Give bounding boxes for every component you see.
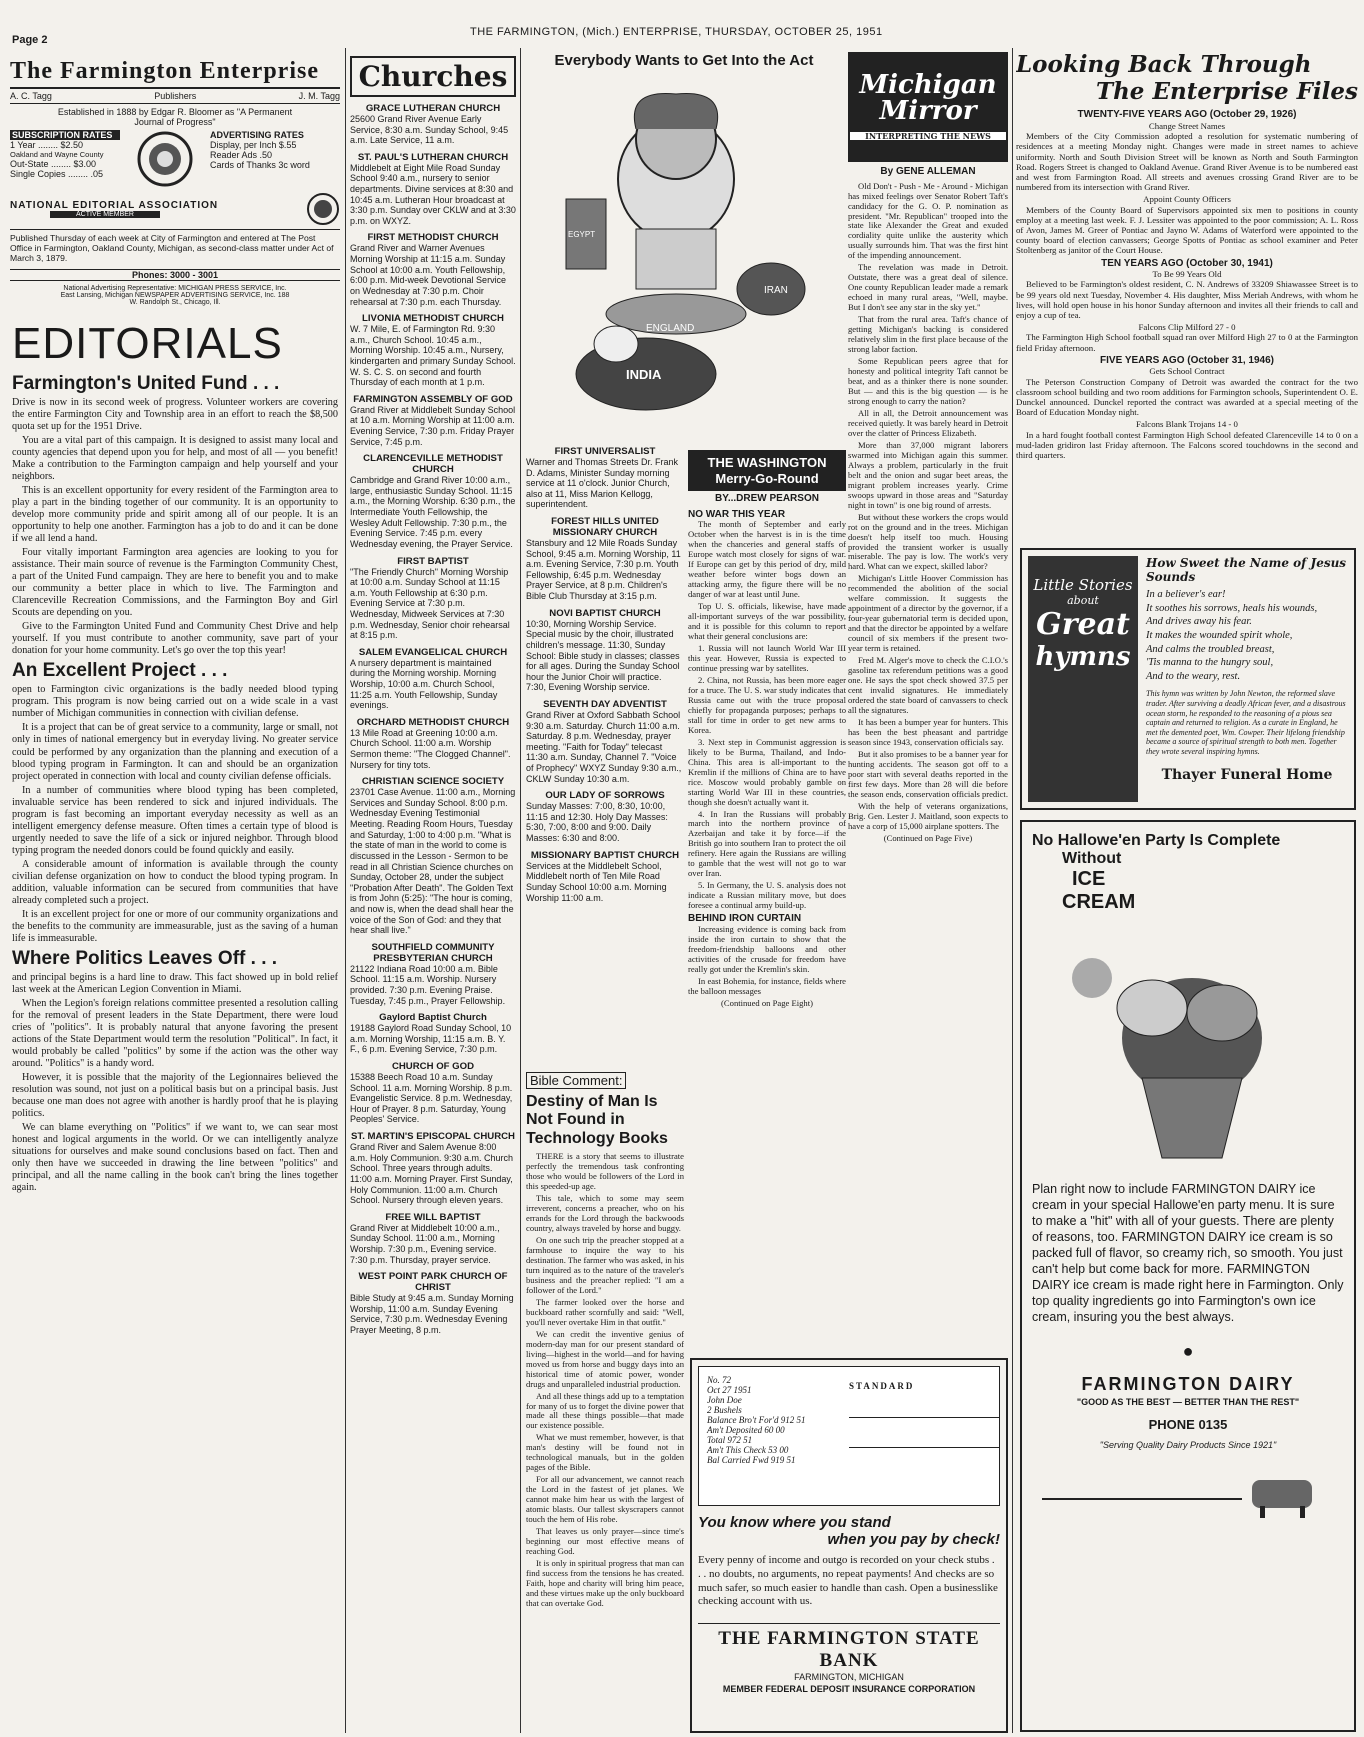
- merry-paragraph: Increasing evidence is coming back from inside the iron curtain to show that the freedom-friendship balloons and other activities of the crusade for freedom have really got under the Kremlin's skin.: [688, 923, 846, 974]
- merry-paragraph: In east Bohemia, for instance, fields where the balloon messages: [688, 975, 846, 996]
- mirror-paragraph: More than 37,000 migrant laborers swarmed into Michigan again this summer. Always a problem, particularly in the fruit belt and the onion and sugar beet areas, the migrant problem increases yearly. Crime swoops upward in those areas and "Saturday night in town" is one big round of arrests.: [848, 439, 1008, 510]
- dairy-head-4: CREAM: [1062, 891, 1136, 913]
- check-stub-row: Total 972 51: [707, 1435, 753, 1445]
- label-egypt: EGYPT: [568, 230, 596, 239]
- mirror-paragraph: All in all, the Detroit announcement was received quietly. It was barely heard in Detroit over the clatter of Princess Elizabeth.: [848, 407, 1008, 438]
- editorial-paragraph: Drive is now in its second week of progress. Volunteer workers are covering the entire Farmington City and Township area in an effort to reach the $8,500 quota set up for the 1951 Drive.: [12, 396, 338, 432]
- label-india: INDIA: [626, 367, 662, 382]
- check-for: 2 Bushels: [707, 1405, 742, 1415]
- era-heading: FIVE YEARS AGO (October 31, 1946): [1100, 354, 1274, 366]
- mirror-paragraph: That from the rural area. Taft's chance of getting Michigan's backing is considered relatively slim in the first place because of the strong labor faction.: [848, 314, 1008, 355]
- bullet-icon: ●: [1182, 1341, 1194, 1361]
- church-list: [350, 103, 516, 1336]
- bible-headline: Destiny of Man Is Not Found in Technology Books: [526, 1093, 668, 1147]
- nea-name: NATIONAL EDITORIAL ASSOCIATION: [10, 200, 219, 211]
- press-seal-icon: [120, 130, 210, 188]
- bank-city: FARMINGTON, MICHIGAN: [794, 1672, 904, 1682]
- dateline: THE FARMINGTON, (Mich.) ENTERPRISE, THURSDAY, OCTOBER 25, 1951: [470, 26, 883, 38]
- church-details: 15388 Beech Road 10 a.m. Sunday School. 11 a.m. Morning Worship. 8 p.m. Evangelistic Service. 8 p.m. Wednesday, Hour of Prayer. 8 p.m. Saturday, Young Peoples' Service.: [350, 1072, 513, 1125]
- abc-seal-icon: [306, 192, 340, 226]
- check-number: No. 72: [707, 1375, 732, 1385]
- mirror-paragraph: Fred M. Alger's move to check the C.I.O.'s gasoline tax referendum petitions was a good one. He says the spot check showed 37.5 per cent invalid signatures. He immediately ordered the state board of canvassers to check all the signatures.: [848, 655, 1008, 715]
- mirror-paragraph: Old Don't - Push - Me - Around - Michigan has mixed feelings over Senator Robert Taft's candidacy for the G. O. P. nomination as president. "Mr. Republican" trooped into the state like Alexander the Great and exuded cordiality quite unlike the austerity which usually surrounds him. That was the first hint of the impending announcement.: [848, 180, 1008, 261]
- mirror-paragraph: With the help of veterans organizations, Brig. Gen. Lester J. Maitland, soon expects to have a corp of 15,000 airplane spotters. The: [848, 800, 1008, 831]
- church-details: 10:30, Morning Worship Service. Special music by the choir, illustrated children's message. 11:30, Sunday School: Bible study in classes; classes for all ages. During the Sunday School hour the Junior Choir will practice. 7:30, Evening Worship service.: [526, 618, 680, 693]
- looking-back-title-2: The Enterprise Files: [1095, 77, 1358, 105]
- editorial-paragraph: When the Legion's foreign relations committee presented a resolution calling for the removal of present leaders in the State Department, there were loud cries of "politics". It is probably natural that anyone favoring the present actions of the State Department would term the resolution "Political". In fact, it would probably be called "politics" by some if the action was the other way around. "Politics" is a handy word.: [12, 997, 338, 1070]
- rate-row: Display, per Inch $.55: [210, 140, 297, 150]
- bible-paragraph: What we must remember, however, is that man's destiny will be found not in technological manuals, but in the golden pages of the Bible.: [526, 1432, 684, 1473]
- bible-paragraph: We can credit the inventive genius of modern-day man for our present standard of living—highest in the world—and for having moved us from horse and buggy days into an historical time of atomic power, wonder drugs and unparalleled industrial production.: [526, 1328, 684, 1389]
- ad-representative: National Advertising Representative: MICHIGAN PRESS SERVICE, Inc. East Lansing, Michigan NEWSPAPER ADVERTISING SERVICE, Inc. 188 W. Randolph St., Chicago, Ill.: [60, 285, 290, 306]
- church-details: Middlebelt at Eight Mile Road Sunday School 9:40 a.m., nursery to senior departments. Divine services at 8:30 and 10:45 a.m. Lutheran Hour broadcast at 3:30 p.m. Sunday over CKLW and at 3:30 p.m. on WXYZ.: [350, 162, 516, 226]
- church-details: 21122 Indiana Road 10:00 a.m. Bible School. 11:15 a.m. Worship. Nursery provided. 7:30 p.m. Evening Praise. Tuesday, 7:45 p.m., Prayer Fellowship.: [350, 963, 506, 1006]
- dairy-since: "Serving Quality Dairy Products Since 1921": [1099, 1440, 1277, 1450]
- hymn-line: And calms the troubled breast,: [1146, 643, 1275, 655]
- church-details: Grand River and Warner Avenues Morning Worship at 11:15 a.m. Sunday School at 10:00 a.m. Youth Fellowship, 6:00 p.m. Mid-week Devotional Service on Wednesday at 7:30 p.m. Choir rehearsal at 7:30 p.m. each Thursday.: [350, 243, 507, 307]
- era-heading: TEN YEARS AGO (October 30, 1941): [1101, 257, 1273, 269]
- mirror-paragraph: Michigan's Little Hoover Commission has recommended the abolition of the social welfare commission. It suggests the appointment of a director by the governor, if a four-year gubernatorial term is decided upon, and that the director be appointed by a welfare council of six members if the present two-year term is retained.: [848, 573, 1008, 654]
- editorial-paragraph: You are a vital part of this campaign. It is designed to assist many local and county agencies that depend upon you for help, and most of all — you benefit! Make a contribution to the Farmington campaign and help yourself and your neighbors.: [12, 434, 338, 482]
- hymns-label-line: hymns: [1035, 642, 1131, 672]
- editorial-paragraph: open to Farmington civic organizations is the badly needed blood typing program. This program is now being carried out on a wide scale in a vast number of Michigan communities in connection with civilian defense.: [12, 684, 338, 720]
- church-details: Grand River and Salem Avenue 8:00 a.m. Holy Communion. 9:30 a.m. Church School. Three years through adults. 11:00 a.m. Morning Prayer. First Sunday, Holy Communion. 11:00 a.m. Church School. Nursery through eleven years.: [350, 1142, 514, 1206]
- merry-continued: (Continued on Page Eight): [721, 997, 813, 1008]
- church-details: Services at the Middlebelt School, Middlebelt north of Ten Mile Road Sunday School 10:00 a.m. Morning Worship 11:00 a.m.: [526, 860, 667, 903]
- church-name: NOVI BAPTIST CHURCH: [549, 607, 661, 619]
- column-rule: [520, 48, 521, 1733]
- mirror-byline: By GENE ALLEMAN: [880, 166, 976, 177]
- church-details: Sunday Masses: 7:00, 8:30, 10:00, 11:15 and 12:30. Holy Day Masses: 5:30, 7:00, 8:00 and 9:00. Daily Masses: 6:30 and 8:00.: [526, 801, 668, 844]
- hymns-label: [1028, 556, 1138, 802]
- churches-title-text: Churches: [358, 60, 508, 93]
- looking-back-title-1: Looking Back Through: [1016, 52, 1312, 78]
- rate-row: Oakland and Wayne County: [10, 150, 104, 159]
- editorial-paragraph: and principal begins is a hard line to draw. This fact showed up in bold relief last week at the American Legion Convention in Miami.: [12, 971, 338, 995]
- merry-go-round-column: [688, 450, 846, 1350]
- advertising-rates: [210, 130, 340, 188]
- dairy-head-3: ICE: [1072, 868, 1106, 890]
- hymn-line: And to the weary, rest.: [1146, 670, 1241, 682]
- merry-paragraph: 3. Next step in Communist aggression is likely to be Burma, Thailand, and Indo-China. This area is all-important to the Kremlin if the millions of China are to have rice. Moscow would probably gamble on starting World War III in these countries, though she doesn't actually want it.: [688, 736, 846, 807]
- church-name: LIVONIA METHODIST CHURCH: [362, 313, 504, 325]
- church-name: GRACE LUTHERAN CHURCH: [365, 103, 501, 114]
- item-heading: Falcons Clip Milford 27 - 0: [1138, 322, 1236, 333]
- church-name: SALEM EVANGELICAL CHURCH: [358, 646, 508, 658]
- merry-subhead: BEHIND IRON CURTAIN: [688, 913, 802, 925]
- church-details: Bible Study at 9:45 a.m. Sunday Morning Worship, 11:00 a.m. Sunday Evening Service, 7:30 p.m. Wednesday Evening Prayer Meeting, 8 p.m.: [350, 1293, 514, 1336]
- editorial-paragraph: It is a project that can be of great service to a community, large or small, not only in times of national emergency but in everyday living. No greater service could be performed by any organization than the planning and execution of a blood typing program in Farmington. It can and should be an organization project operated in connection with local and county civilian defense officials.: [12, 722, 338, 782]
- hymn-line: And drives away his fear.: [1146, 616, 1252, 628]
- dairy-body: Plan right now to include FARMINGTON DAIRY ice cream in your special Hallowe'en party menu. It is sure to make a "hit" with all of your guests. There are plenty of reasons, too. FARMINGTON DAIRY ice cream is so packed full of flavor, so creamy rich, so smooth. You just can't help but come back for more. FARMINGTON DAIRY ice cream is made right here in Farmington. Only top quality ingredients go into Farmington's own ice cream, insuring you the best always.: [1032, 1182, 1344, 1324]
- publication-notice: Published Thursday of each week at City of Farmington and entered at The Post Office in Farmington, Oakland County, Michigan, as second-class matter under Act of March 3, 1879.: [10, 233, 334, 263]
- hymns-label-line: Little Stories: [1033, 576, 1133, 594]
- hymn-text: [1138, 556, 1348, 802]
- merry-paragraph: Top U. S. officials, likewise, have made all-important surveys of the war possibility, and it is possible for this column to report what their general conclusions are:: [688, 601, 846, 642]
- church-details: Grand River at Oxford Sabbath School 9:30 a.m. Saturday. Church 11:00 a.m. Saturday. 8 p.m. Wednesday, prayer meeting. "Faith for Today" telecast 11:30 a.m. Sunday, Channel 7. "Voice of Prophecy" WXYZ Sunday 9:30 a.m., CKLW Sunday 10:30 a.m.: [526, 709, 682, 784]
- established-note: Established in 1888 by Edgar R. Bloomer as "A Permanent Journal of Progress": [57, 107, 293, 127]
- mirror-paragraph: It has been a bumper year for hunters. This has been the best pheasant and partridge season since 1943, conservation officials say.: [848, 716, 1008, 747]
- check-payee: John Doe: [707, 1395, 742, 1405]
- rate-row: 1 Year ........ $2.50: [10, 140, 84, 150]
- rate-row: Single Copies ........ .05: [10, 169, 104, 179]
- editorials-title: EDITORIALS: [12, 319, 283, 368]
- bible-paragraph: And all these things add up to a temptation for many of us to forget the divine power that made all these things possible—that made our existence possible.: [526, 1390, 684, 1431]
- nea-member: ACTIVE MEMBER: [50, 211, 160, 218]
- mirror-paragraph: The revelation was made in Detroit. Outstate, there was a great deal of silence. One county Republican leader made a remark echoed in many rural areas, "Well, maybe. But I don't see any star in the sky yet.": [848, 262, 1008, 313]
- hymn-line: 'Tis manna to the hungry soul,: [1146, 657, 1274, 669]
- bank-ad: [690, 1358, 1008, 1733]
- church-name: CLARENCEVILLE METHODIST CHURCH: [363, 453, 503, 476]
- check-stamp: STANDARD: [849, 1381, 915, 1391]
- bible-paragraph: It is only in spiritual progress that man can find success from the tensions he has created. Faith, hope and charity will bring him peace, and these virtues make up the only buckboard that can overtake God.: [526, 1558, 684, 1608]
- check-date: Oct 27 1951: [707, 1385, 752, 1395]
- church-name: FIRST METHODIST CHURCH: [367, 232, 499, 244]
- church-details: 13 Mile Road at Greening 10:00 a.m. Church School. 11:00 a.m. Worship Sermon theme: "The Clogged Channel". Nursery for tiny tots.: [350, 727, 511, 770]
- editorial-paragraph: In a number of communities where blood typing has been completed, invaluable service has been rendered to sick and injured individuals. The program is fast becoming an important everyday necessity as well as an intelligent emergency defense measure. Often times a certain type of blood is urgently needed to save the life of a sick or injured neighbor. Through blood typing program the needed donors could be found quickly and easily.: [12, 784, 338, 856]
- cow-illustration: [1032, 1460, 1348, 1520]
- church-details: Grand River at Middlebelt 10:00 a.m., Sunday School. 11:00 a.m., Morning Worship. 7:30 p.m., Evening service. 7:30 p.m. Thursday, prayer service.: [350, 1222, 500, 1265]
- item-heading: Appoint County Officers: [1143, 194, 1231, 205]
- publishers-line: [10, 91, 340, 104]
- cartoon-drawing: [526, 69, 842, 425]
- bank-headline-1: You know where you stand: [698, 1514, 891, 1531]
- subscription-title: SUBSCRIPTION RATES: [10, 130, 120, 140]
- column-rule: [1012, 48, 1013, 1733]
- hymn-sponsor: Thayer Funeral Home: [1161, 766, 1333, 783]
- church-details: 23701 Case Avenue. 11:00 a.m., Morning Services and Sunday School. 8:00 p.m. Wednesday Evening Testimonial Meeting. Reading Room Hours, Tuesday and Saturday, 1:00 to 4:00 p.m. "What is the state of man in the world to come is discussed in the Lesson - Sermon to be read in all Christian Science churches on Sunday, October 28, under the subject "Probation After Death". The Golden Text is from John (5:25): "The hour is coming, and now is, when the dead shall hear the voice of the Son of God: and they that hear shall live.": [350, 787, 516, 936]
- mirror-logo: [848, 52, 1008, 162]
- bible-comment: [526, 1072, 684, 1732]
- editorial-paragraph: It is an excellent project for one or more of our community organizations and the benefits to the community are immeasurable, just as the saving of a human life is immeasurable.: [12, 908, 338, 944]
- dairy-slogan: "GOOD AS THE BEST — BETTER THAN THE REST": [1076, 1397, 1300, 1407]
- church-name: FIRST BAPTIST: [397, 555, 469, 567]
- editorial-paragraph: This is an excellent opportunity for every resident of the Farmington area to play a part in the binding together of our community. It is an opportunity to develop more community pride and spirit among all of our people. It is an opportunity to help one another. Farmington has a job to do and it can be done if we all lend a hand.: [12, 485, 338, 545]
- editorial-paragraph: However, it is possible that the majority of the Legionnaires believed the resolution was sound, not just on a political basis but on a principal basis. Just because one man does not agree with another is hardly proof that he is playing politics.: [12, 1072, 338, 1120]
- merry-byline: BY...DREW PEARSON: [715, 493, 819, 505]
- label-iran: IRAN: [764, 285, 788, 296]
- subscription-rates: [10, 130, 120, 188]
- church-name: SEVENTH DAY ADVENTIST: [543, 698, 667, 710]
- church-name: ST. PAUL'S LUTHERAN CHURCH: [357, 151, 509, 163]
- merry-paragraph: The month of September and early October when the harvest is in is the time when the chanceries and general staffs of Europe watch most closely for signs of war. If Europe can get by this period of dry, mild weather before winter bogs down an attacking army, the figure there will be no danger of war at least until June.: [688, 519, 846, 600]
- editorial-paragraph: We can blame everything on "Politics" if we want to, we can sear most honest and logical arguments in the world. Or we can intelligently analyze situations for ourselves and make sound conclusions based on fact. Then and only then have we succeeded in drawing the line between "politics" and principal, and all the name calling in the book can't bring the lines together again.: [12, 1122, 338, 1194]
- editorial-paragraph: A considerable amount of information is available through the county civilian defense organization on how to conduct the blood typing program. In addition, valuable information can be secured from communities that have already completed such a project.: [12, 858, 338, 906]
- rate-row: Out-State ........ $3.00: [10, 159, 97, 169]
- church-details: Stansbury and 12 Mile Roads Sunday School, 9:45 a.m. Morning Worship, 11 a.m. Evening Service, 7:30 p.m. Youth Fellowship, 6:45 p.m. Wednesday Prayer Service, at 8 p.m. Children's Bible Club Thursday at 3:15 p.m.: [526, 538, 681, 602]
- item-text: In a hard fought football contest Farmington High School defeated Clarenceville 14 to 0 on a mud-laden gridiron last Friday afternoon. The Falcons scored touchdowns in the second and third quarters.: [1016, 429, 1358, 461]
- mirror-paragraph: But it also promises to be a banner year for hunting accidents. The season got off to a poor start with several deaths reported in the first few days. More than 28 will die before the season ends, conservation officials predict.: [848, 748, 1008, 799]
- merry-title: THE WASHINGTON Merry-Go-Round: [707, 455, 827, 486]
- church-name: OUR LADY OF SORROWS: [545, 790, 665, 802]
- check-stub-row: Balance Bro't For'd 912 51: [707, 1415, 806, 1425]
- hymn-line: In a believer's ear!: [1146, 589, 1226, 600]
- bible-paragraph: For all our advancement, we cannot reach the Lord in the fastest of jet planes. We cannot make him hear us with the largest of atomic blasts. Our tallest skyscrapers cannot touch the hem of His robe.: [526, 1474, 684, 1525]
- editorial-headline: An Excellent Project . . .: [12, 660, 228, 682]
- church-name: FIRST UNIVERSALIST: [554, 446, 656, 457]
- page-number: Page 2: [12, 34, 48, 46]
- item-text: Members of the County Board of Supervisors appointed six men to positions in county employ at a meeting last week. F. J. Lessiter was appointed to the poor commission; A. L. Ross of Avon, James M. Greer of Pontiac and Jayno W. Adams of Waterford were appointed to the county board of election canvassers; George Spotts of Pontiac as school examiner and Peter Stoltenberg as janitor of the Court House.: [1016, 204, 1358, 256]
- editorial-cartoon: [526, 52, 842, 432]
- bank-name: THE FARMINGTON STATE BANK: [698, 1623, 1000, 1672]
- ice-cream-illustration: [1032, 918, 1348, 1168]
- michigan-mirror-column: [848, 52, 1008, 1352]
- phones: Phones: 3000 - 3001: [10, 269, 340, 281]
- editorials-column: [12, 318, 338, 1733]
- check-stub-row: Am't Deposited 60 00: [707, 1425, 785, 1435]
- hymns-ad: [1020, 548, 1356, 810]
- church-details: Cambridge and Grand River 10:00 a.m., large, enthusiastic Sunday School. 11:15 a.m., the Morning Worship. 6:30 p.m., the Intermediate Youth Fellowship, the Wesley Adult Fellowship. 7:30 p.m., the Evening Service. 7:45 p.m. every Wednesday evening, the Prayer Service.: [350, 475, 516, 549]
- hymn-note: This hymn was written by John Newton, the reformed slave trader. After surviving a deadly African fever, and a disastrous ocean storm, he responded to the reasoning of a pious sea captain and returned to religion. As a curate in England, he met the demented poet, Wm. Cowper. Their lifelong friendship became a source of spiritual strength to both men. Together they wrote several inspiring hymns.: [1146, 689, 1346, 757]
- hymn-title: How Sweet the Name of Jesus Sounds: [1146, 556, 1347, 584]
- church-name: CHURCH OF GOD: [391, 1061, 475, 1073]
- church-details: "The Friendly Church" Morning Worship at 10:00 a.m. Sunday School at 11:15 a.m. Youth Fellowship at 6:30 p.m. Evening Service at 7:30 p.m. Wednesday, Midweek Services at 7:30 p.m. Wednesday, Senior choir rehearsal at 8:15 p.m.: [350, 566, 510, 641]
- church-name: ST. MARTIN'S EPISCOPAL CHURCH: [351, 1131, 515, 1143]
- bible-paragraph: THERE is a story that seems to illustrate perfectly the tremendous task confronting those who would be followers of the Lord in this speeded-up age.: [526, 1151, 684, 1192]
- page-header: [0, 10, 1364, 50]
- editorial-headline: Where Politics Leaves Off . . .: [12, 948, 278, 969]
- bible-paragraph: On one such trip the preacher stopped at a farmhouse to inquire the way to his destination. The farmer who was asked, in his turn inquired as to the nature of the traveler's business and the preacher replied: "I am a follower of the Lord.": [526, 1235, 684, 1295]
- editorial-headline: Farmington's United Fund . . .: [12, 372, 280, 394]
- mirror-tag: INTERPRETING THE NEWS: [850, 132, 1006, 140]
- church-details: A nursery department is maintained during the Morning worship. Morning Worship, 10:00 a.m. Church School, 11:25 a.m. Youth Fellowship, Sunday evenings.: [350, 657, 498, 711]
- church-name: FARMINGTON ASSEMBLY OF GOD: [353, 393, 513, 405]
- check-stub-row: Am't This Check 53 00: [707, 1445, 789, 1455]
- item-text: The Peterson Construction Company of Detroit was awarded the contract for the two classroom school building and two room additions for Farmington schools, Superintendent O. E. Dunckel announced. Dunckel reported the contract was awarded at a special meeting of the Board of Education Monday night.: [1016, 376, 1358, 418]
- merry-paragraph: 1. Russia will not launch World War III this year. However, Russia is expected to continue pressing war by satellites.: [688, 643, 846, 673]
- bank-headline-2: when you pay by check!: [827, 1531, 1000, 1548]
- item-text: Members of the City Commission adopted a resolution for systematic numbering of residences at a meeting Monday night. Changes were made in street names to achieve uniformity. North and South Division Street will be known as North and South Farmington Road. Rogers Street is changed to Oakland Avenue. Grand River Avenue is to be numbered east and west from Farmington Road. All streets and avenues crossing Grand River are to be numbered from its intersection with Grand River.: [1016, 131, 1358, 193]
- church-name: Gaylord Baptist Church: [379, 1012, 487, 1024]
- merry-paragraph: 2. China, not Russia, has been more eager for a truce. The U. S. war study indicates that Russia came out with the truce proposal chiefly for propaganda purposes; perhaps to stall for time in order to get new arms to Korea.: [688, 674, 846, 735]
- church-name: WEST POINT PARK CHURCH OF CHRIST: [358, 1271, 508, 1294]
- item-text: The Farmington High School football squad ran over Milford High 27 to 0 at the Farmington field Friday afternoon.: [1016, 332, 1358, 353]
- bible-paragraph: This tale, which to some may seem irreverent, concerns a preacher, who on his errands for the Lord through the backwoods country, always traveled by horse and buggy.: [526, 1193, 684, 1234]
- check-illustration: [698, 1366, 1000, 1506]
- dairy-phone: PHONE 0135: [1148, 1417, 1228, 1432]
- bible-paragraph: The farmer looked over the horse and buckboard rather scornfully and said: "Well, you'll never overtake Him in that outfit.": [526, 1296, 684, 1327]
- merry-paragraph: 5. In Germany, the U. S. analysis does not indicate a Russian military move, but does foresee a continual army build-up.: [688, 880, 846, 911]
- hymns-label-line: Great: [1036, 607, 1130, 642]
- item-heading: To Be 99 Years Old: [1152, 269, 1222, 280]
- advertising-title: ADVERTISING RATES: [210, 130, 304, 140]
- bank-fdic: MEMBER FEDERAL DEPOSIT INSURANCE CORPORATION: [722, 1684, 976, 1694]
- merry-subhead: NO WAR THIS YEAR: [688, 508, 786, 520]
- cartoon-title: Everybody Wants to Get Into the Act: [554, 52, 814, 69]
- publisher-left: A. C. Tagg: [10, 91, 52, 101]
- church-name: SOUTHFIELD COMMUNITY PRESBYTERIAN CHURCH: [371, 941, 495, 964]
- publishers-label: Publishers: [154, 91, 197, 101]
- item-text: Believed to be Farmington's oldest resident, C. N. Andrews of 33209 Shiawassee Street is to be 99 years old next Tuesday, November 4. His daughter, Miss Meriah Andrews, with whom he lives, will hold open house in his honor Sunday afternoon and invites all their friends to call and enjoy a cup of tea.: [1016, 279, 1358, 320]
- church-name: FOREST HILLS UNITED MISSIONARY CHURCH: [551, 516, 659, 539]
- church-name: MISSIONARY BAPTIST CHURCH: [530, 849, 680, 861]
- item-heading: Falcons Blank Trojans 14 - 0: [1136, 419, 1238, 430]
- mirror-title: Michigan Mirror: [859, 70, 997, 126]
- mirror-paragraph: But without these workers the crops would rot on the ground and in the trees. Michigan doesn't help itself too much. Housing provided the transient worker is usually miserable. The pay is low. The work's very hard. What can we expect, skilled labor?: [848, 511, 1008, 572]
- church-details: W. 7 Mile, E. of Farmington Rd. 9:30 a.m., Church School. 10:45 a.m., Morning Worship. 10:45 a.m., Nursery, kindergarten and primary Sunday School. W. S. C. S. on second and fourth Thursday of each month at 1 p.m.: [350, 324, 516, 388]
- bible-label: Bible Comment:: [526, 1072, 626, 1089]
- churches-column: [350, 56, 516, 1733]
- item-heading: Gets School Contract: [1149, 366, 1225, 377]
- masthead: [10, 58, 340, 358]
- dairy-ad: [1020, 820, 1356, 1732]
- bible-paragraph: That leaves us only prayer—since time's beginning our most effective means of reaching God.: [526, 1526, 684, 1557]
- rate-row: Cards of Thanks 3c word: [210, 160, 310, 170]
- editorial-paragraph: Give to the Farmington United Fund and Community Chest Drive and help yourself. If you must contribute to another community, save part of your donation for your home community. Let's go over the top this year!: [12, 621, 338, 657]
- merry-paragraph: 4. In Iran the Russians will probably march into the northern province of Azerbaijan and take it by force—if the British go into southern Iran to protect the oil refinery. Here again the Russians are willing to gamble that the west will not go to war over Iran.: [688, 808, 846, 879]
- church-details: Warner and Thomas Streets Dr. Frank D. Adams, Minister Sunday morning service at 11 o'clock. Junior Church, also at 11, Miss Marion Kellogg, superintendent.: [526, 457, 679, 510]
- church-list-2: [526, 446, 684, 903]
- rate-row: Reader Ads .50: [210, 150, 273, 160]
- editorial-paragraph: Four vitally important Farmington area agencies are looking to you for assistance. Their main source of revenue is the Farmington Community Chest, a part of the United Fund campaign. They are here to benefit you and to make our community a better place in which to live. The Farmington and Clarenceville Recreation Commissions, and the Farmington Boy and Girl Scouts are depending on you.: [12, 547, 338, 619]
- hymn-line: It soothes his sorrows, heals his wounds,: [1146, 602, 1318, 614]
- mirror-continued: (Continued on Page Five): [883, 832, 973, 843]
- rates-block: [10, 130, 340, 188]
- church-details: 25600 Grand River Avenue Early Service, 8:30 a.m. Sunday School, 9:45 a.m. Late Service, 11 a.m.: [350, 114, 509, 146]
- hymns-label-line: about: [1067, 594, 1099, 607]
- churches-title: [350, 56, 516, 97]
- merry-go-round-logo: [688, 450, 846, 491]
- era-heading: TWENTY-FIVE YEARS AGO (October 29, 1926): [1077, 109, 1297, 121]
- mirror-paragraph: Some Republican peers agree that for honesty and political integrity Taft cannot be beat, and as a thinker there is none sounder. But — and this is the big question — is he strong enough to carry the nation?: [848, 356, 1008, 406]
- dairy-head-1: No Hallowe'en Party Is Complete: [1032, 832, 1281, 849]
- paper-title: The Farmington Enterprise: [10, 58, 340, 89]
- check-stub-row: Bal Carried Fwd 919 51: [707, 1455, 796, 1465]
- bank-body: Every penny of income and outgo is recorded on your check stubs . . . no doubts, no arguments, no repeat payments! And checks are so much safer, so much easier to handle than cash. Open a businesslike checking account with us.: [698, 1554, 998, 1608]
- column-rule: [345, 48, 346, 1733]
- church-name: CHRISTIAN SCIENCE SOCIETY: [361, 776, 505, 788]
- church-details: Grand River at Middlebelt Sunday School at 10 a.m. Morning Worship at 11:00 a.m. Evening Service, 7:30 p.m. Friday Prayer Service, 7:45 p.m.: [350, 404, 516, 447]
- item-heading: Change Street Names: [1148, 120, 1226, 131]
- dairy-name: FARMINGTON DAIRY: [1081, 1374, 1295, 1394]
- looking-back-column: [1016, 52, 1358, 522]
- label-england: ENGLAND: [646, 323, 695, 334]
- nea-block: [10, 192, 340, 230]
- dairy-head-2: Without: [1062, 850, 1122, 867]
- churches-column-2: [526, 440, 684, 1060]
- hymn-line: It makes the wounded spirit whole,: [1146, 629, 1293, 641]
- publisher-right: J. M. Tagg: [298, 91, 340, 101]
- church-details: 19188 Gaylord Road Sunday School, 10 a.m. Morning Worship, 11:15 a.m. B. Y. F., 6 p.m. Evening Service, 7:30 p.m.: [350, 1023, 512, 1055]
- church-name: FREE WILL BAPTIST: [385, 1211, 481, 1223]
- church-name: ORCHARD METHODIST CHURCH: [356, 716, 510, 728]
